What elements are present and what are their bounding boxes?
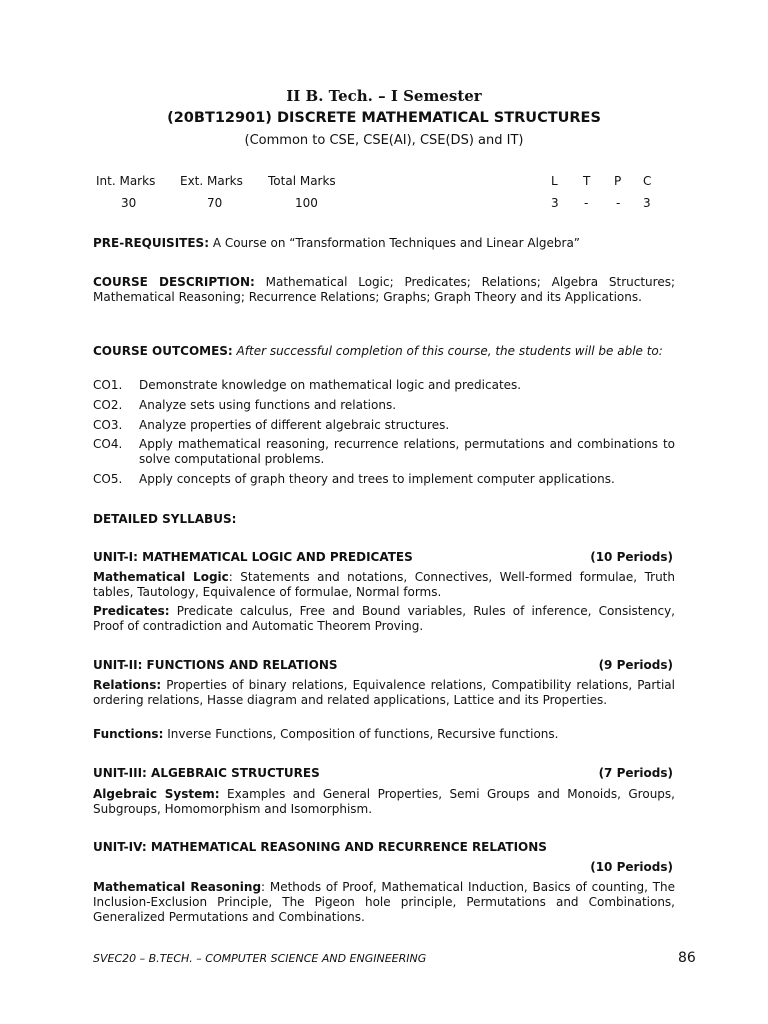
unit-title: UNIT-I: MATHEMATICAL LOGIC AND PREDICATES [93, 550, 413, 564]
header-p: P [614, 174, 622, 188]
course-description-text: Mathematical Logic; Predicates; Relations; Algebra Structures; Mathematical Reasoning; Recurrence Relations; Graphs; Graph Theory and its Applications. [93, 275, 676, 304]
unit-title: UNIT-II: FUNCTIONS AND RELATIONS [93, 658, 338, 672]
value-t: - [584, 196, 589, 210]
value-int-marks: 30 [121, 196, 137, 210]
topic-text: Predicate calculus, Free and Bound variables, Rules of inference, Consistency, Proof of contradiction and Automatic Theorem Proving. [93, 604, 675, 633]
unit-paragraph [93, 678, 675, 708]
semester-heading: II B. Tech. – I Semester [286, 87, 482, 105]
header-t: T [583, 174, 591, 188]
course-description [93, 275, 675, 305]
unit-heading [93, 658, 673, 673]
page-number: 86 [678, 950, 696, 966]
unit-periods: (9 Periods) [598, 658, 673, 672]
topic-text: Inverse Functions, Composition of functions, Recursive functions. [163, 727, 559, 741]
unit-heading [93, 840, 673, 874]
topic-text: Properties of binary relations, Equivalence relations, Compatibility relations, Partial ordering relations, Hasse diagram and related applications, Lattice and its Properties. [93, 678, 675, 707]
unit-periods: (7 Periods) [598, 766, 673, 780]
course-title: (20BT12901) DISCRETE MATHEMATICAL STRUCTURES [167, 110, 601, 126]
unit-periods: (10 Periods) [590, 550, 673, 564]
header-int-marks: Int. Marks [96, 174, 156, 188]
co-code: CO4. [93, 437, 123, 451]
common-to-line: (Common to CSE, CSE(AI), CSE(DS) and IT) [244, 133, 524, 148]
co-text: Demonstrate knowledge on mathematical logic and predicates. [139, 378, 522, 392]
topic-text: Examples and General Properties, Semi Groups and Monoids, Groups, Subgroups, Homomorphism and Isomorphism. [93, 787, 675, 816]
co-code: CO1. [93, 378, 123, 392]
unit-paragraph [93, 570, 675, 600]
topic-label: Mathematical Logic [93, 570, 229, 584]
unit-heading [93, 550, 673, 565]
co-code: CO3. [93, 418, 123, 432]
value-p: - [616, 196, 621, 210]
unit-paragraph [93, 604, 675, 634]
unit-heading [93, 766, 673, 781]
unit-paragraph [93, 727, 675, 742]
co-text: Analyze properties of different algebraic structures. [139, 418, 450, 432]
topic-label: Algebraic System: [93, 787, 220, 801]
co-text: Analyze sets using functions and relations. [139, 398, 397, 412]
unit-title: UNIT-III: ALGEBRAIC STRUCTURES [93, 766, 320, 780]
value-l: 3 [551, 196, 559, 210]
syllabus-heading: DETAILED SYLLABUS: [93, 512, 237, 526]
unit-title: UNIT-IV: MATHEMATICAL REASONING AND RECURRENCE RELATIONS [93, 840, 547, 854]
header-total-marks: Total Marks [268, 174, 336, 188]
course-description-label: COURSE DESCRIPTION: [93, 275, 255, 289]
topic-label: Mathematical Reasoning [93, 880, 262, 894]
topic-label: Relations: [93, 678, 162, 692]
unit-paragraph [93, 787, 675, 817]
co-code: CO5. [93, 472, 123, 486]
topic-label: Predicates: [93, 604, 170, 618]
header-ext-marks: Ext. Marks [180, 174, 243, 188]
value-c: 3 [643, 196, 651, 210]
co-code: CO2. [93, 398, 123, 412]
prerequisites [93, 236, 675, 251]
course-outcomes-label: COURSE OUTCOMES: [93, 344, 233, 358]
course-outcomes-intro [93, 344, 675, 359]
unit-periods: (10 Periods) [590, 860, 673, 874]
prerequisites-text: A Course on “Transformation Techniques and Linear Algebra” [209, 236, 581, 250]
header-c: C [643, 174, 652, 188]
topic-text: : Statements and notations, Connectives, Well-formed formulae, Truth tables, Tautology, Equivalence of formulae, Normal forms. [93, 570, 675, 599]
page-footer: SVEC20 – B.TECH. – COMPUTER SCIENCE AND ENGINEERING [93, 952, 427, 965]
topic-label: Functions: [93, 727, 164, 741]
co-text: Apply mathematical reasoning, recurrence relations, permutations and combinations to solve computational problems. [139, 437, 675, 466]
value-total-marks: 100 [295, 196, 318, 210]
co-text: Apply concepts of graph theory and trees to implement computer applications. [139, 472, 615, 486]
unit-paragraph [93, 880, 675, 925]
topic-text: : Methods of Proof, Mathematical Induction, Basics of counting, The Inclusion-Exclusion Principle, The Pigeon hole principle, Permutations and Combinations, Generalized Permutations and Combinations. [93, 880, 676, 924]
prerequisites-label: PRE-REQUISITES: [93, 236, 209, 250]
course-outcomes-intro-text: After successful completion of this course, the students will be able to: [232, 344, 663, 358]
value-ext-marks: 70 [207, 196, 223, 210]
header-l: L [551, 174, 558, 188]
